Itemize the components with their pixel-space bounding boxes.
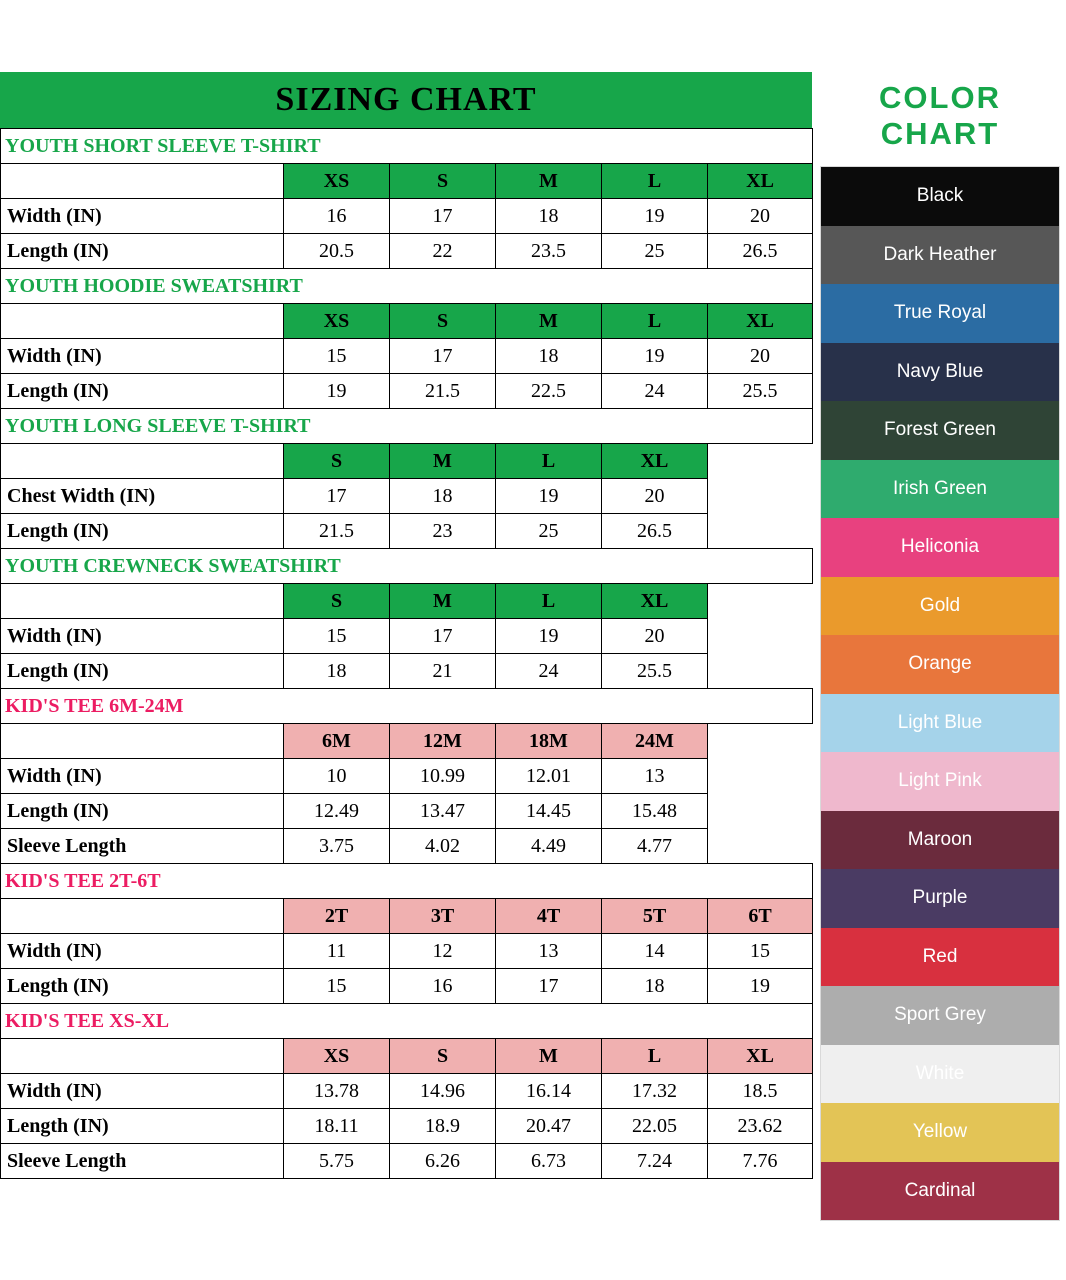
- sizing-value-cell: 22: [390, 234, 496, 269]
- sizing-value-cell: 18: [602, 969, 708, 1004]
- sizing-size-header: M: [496, 164, 602, 199]
- sizing-value-cell: 20: [708, 199, 813, 234]
- sizing-header-corner: [1, 444, 284, 479]
- table-row: [1, 339, 813, 374]
- sizing-section-title: YOUTH LONG SLEEVE T-SHIRT: [1, 409, 813, 444]
- color-swatch: Dark Heather: [821, 226, 1059, 285]
- sizing-section-title: KID'S TEE 2T-6T: [1, 864, 813, 899]
- sizing-value-cell: 7.24: [602, 1144, 708, 1179]
- sizing-value-cell: 18.11: [284, 1109, 390, 1144]
- sizing-size-header: L: [496, 584, 602, 619]
- sizing-value-cell: 12: [390, 934, 496, 969]
- color-swatch: Heliconia: [821, 518, 1059, 577]
- color-swatch: Gold: [821, 577, 1059, 636]
- sizing-size-header: XL: [602, 584, 708, 619]
- color-swatch: White: [821, 1045, 1059, 1104]
- sizing-row-label: Width (IN): [1, 619, 284, 654]
- table-row: [1, 514, 813, 549]
- sizing-size-header: S: [390, 304, 496, 339]
- sizing-spacer-cell: [708, 444, 813, 479]
- sizing-spacer-cell: [708, 759, 813, 794]
- sizing-value-cell: 21.5: [390, 374, 496, 409]
- sizing-size-header: 18M: [496, 724, 602, 759]
- sizing-value-cell: 25.5: [708, 374, 813, 409]
- sizing-value-cell: 20: [708, 339, 813, 374]
- sizing-value-cell: 17: [390, 199, 496, 234]
- sizing-section-title-row: [1, 864, 813, 899]
- sizing-value-cell: 15: [284, 619, 390, 654]
- table-row: [1, 829, 813, 864]
- sizing-value-cell: 6.26: [390, 1144, 496, 1179]
- sizing-size-header: 24M: [602, 724, 708, 759]
- sizing-row-label: Length (IN): [1, 654, 284, 689]
- table-row: [1, 654, 813, 689]
- sizing-value-cell: 15: [284, 969, 390, 1004]
- sizing-value-cell: 19: [496, 479, 602, 514]
- sizing-row-label: Length (IN): [1, 374, 284, 409]
- sizing-value-cell: 18: [390, 479, 496, 514]
- sizing-spacer-cell: [708, 619, 813, 654]
- color-swatch: Maroon: [821, 811, 1059, 870]
- color-swatch: Orange: [821, 635, 1059, 694]
- sizing-value-cell: 5.75: [284, 1144, 390, 1179]
- sizing-value-cell: 17: [390, 339, 496, 374]
- sizing-size-header: XL: [708, 1039, 813, 1074]
- sizing-section-title: YOUTH CREWNECK SWEATSHIRT: [1, 549, 813, 584]
- sizing-value-cell: 25: [602, 234, 708, 269]
- sizing-header-corner: [1, 724, 284, 759]
- color-swatch: Light Blue: [821, 694, 1059, 753]
- sizing-size-header: 4T: [496, 899, 602, 934]
- sizing-size-header: XL: [708, 304, 813, 339]
- sizing-value-cell: 22.5: [496, 374, 602, 409]
- sizing-size-header: 12M: [390, 724, 496, 759]
- sizing-value-cell: 15: [284, 339, 390, 374]
- sizing-size-header: XS: [284, 304, 390, 339]
- color-swatch: Yellow: [821, 1103, 1059, 1162]
- table-row: [1, 199, 813, 234]
- table-row: [1, 934, 813, 969]
- sizing-row-label: Sleeve Length: [1, 829, 284, 864]
- sizing-value-cell: 22.05: [602, 1109, 708, 1144]
- sizing-value-cell: 25.5: [602, 654, 708, 689]
- table-row: [1, 969, 813, 1004]
- sizing-value-cell: 12.01: [496, 759, 602, 794]
- sizing-section-title-row: [1, 1004, 813, 1039]
- sizing-section-title: YOUTH HOODIE SWEATSHIRT: [1, 269, 813, 304]
- sizing-value-cell: 13: [496, 934, 602, 969]
- color-swatch: Red: [821, 928, 1059, 987]
- sizing-section-title-row: [1, 129, 813, 164]
- sizing-value-cell: 13: [602, 759, 708, 794]
- sizing-size-header: XS: [284, 164, 390, 199]
- color-swatch: Black: [821, 167, 1059, 226]
- sizing-header-row: [1, 584, 813, 619]
- sizing-size-header: S: [284, 584, 390, 619]
- table-row: [1, 619, 813, 654]
- sizing-size-header: L: [602, 1039, 708, 1074]
- color-swatch: True Royal: [821, 284, 1059, 343]
- sizing-value-cell: 17: [496, 969, 602, 1004]
- sizing-value-cell: 19: [496, 619, 602, 654]
- sizing-row-label: Length (IN): [1, 514, 284, 549]
- sizing-size-header: 6M: [284, 724, 390, 759]
- table-row: [1, 374, 813, 409]
- table-row: [1, 1074, 813, 1109]
- sizing-row-label: Chest Width (IN): [1, 479, 284, 514]
- sizing-value-cell: 4.49: [496, 829, 602, 864]
- sizing-spacer-cell: [708, 514, 813, 549]
- color-swatch-list: [820, 166, 1060, 1221]
- sizing-spacer-cell: [708, 479, 813, 514]
- sizing-value-cell: 24: [496, 654, 602, 689]
- sizing-size-header: M: [390, 584, 496, 619]
- sizing-row-label: Width (IN): [1, 339, 284, 374]
- table-row: [1, 1109, 813, 1144]
- sizing-value-cell: 11: [284, 934, 390, 969]
- sizing-section-title: KID'S TEE XS-XL: [1, 1004, 813, 1039]
- sizing-size-header: 2T: [284, 899, 390, 934]
- sizing-value-cell: 4.77: [602, 829, 708, 864]
- sizing-section-title-row: [1, 409, 813, 444]
- sizing-value-cell: 15.48: [602, 794, 708, 829]
- sizing-size-header: L: [602, 164, 708, 199]
- sizing-value-cell: 10: [284, 759, 390, 794]
- color-swatch: Purple: [821, 869, 1059, 928]
- sizing-value-cell: 3.75: [284, 829, 390, 864]
- color-swatch: Navy Blue: [821, 343, 1059, 402]
- sizing-value-cell: 21.5: [284, 514, 390, 549]
- sizing-value-cell: 23.62: [708, 1109, 813, 1144]
- color-swatch: Cardinal: [821, 1162, 1059, 1221]
- sizing-row-label: Length (IN): [1, 234, 284, 269]
- sizing-spacer-cell: [708, 829, 813, 864]
- sizing-value-cell: 10.99: [390, 759, 496, 794]
- color-swatch: Sport Grey: [821, 986, 1059, 1045]
- sizing-value-cell: 4.02: [390, 829, 496, 864]
- sizing-value-cell: 14: [602, 934, 708, 969]
- sizing-value-cell: 17.32: [602, 1074, 708, 1109]
- sizing-value-cell: 17: [284, 479, 390, 514]
- sizing-value-cell: 23: [390, 514, 496, 549]
- sizing-value-cell: 20: [602, 619, 708, 654]
- sizing-value-cell: 16: [390, 969, 496, 1004]
- sizing-header-row: [1, 444, 813, 479]
- sizing-size-header: M: [496, 1039, 602, 1074]
- sizing-spacer-cell: [708, 794, 813, 829]
- sizing-header-row: [1, 1039, 813, 1074]
- sizing-value-cell: 7.76: [708, 1144, 813, 1179]
- sizing-value-cell: 16: [284, 199, 390, 234]
- color-chart-panel: [820, 80, 1060, 1221]
- sizing-size-header: S: [390, 1039, 496, 1074]
- sizing-header-corner: [1, 304, 284, 339]
- sizing-size-header: L: [496, 444, 602, 479]
- sizing-value-cell: 17: [390, 619, 496, 654]
- sizing-value-cell: 18.5: [708, 1074, 813, 1109]
- sizing-header-corner: [1, 1039, 284, 1074]
- sizing-value-cell: 18: [284, 654, 390, 689]
- table-row: [1, 1144, 813, 1179]
- sizing-value-cell: 16.14: [496, 1074, 602, 1109]
- sizing-size-header: M: [390, 444, 496, 479]
- sizing-chart-panel: [0, 72, 812, 1179]
- sizing-value-cell: 18.9: [390, 1109, 496, 1144]
- sizing-value-cell: 24: [602, 374, 708, 409]
- color-swatch: Forest Green: [821, 401, 1059, 460]
- sizing-size-header: L: [602, 304, 708, 339]
- sizing-spacer-cell: [708, 584, 813, 619]
- sizing-header-corner: [1, 164, 284, 199]
- color-swatch: Irish Green: [821, 460, 1059, 519]
- sizing-size-header: XS: [284, 1039, 390, 1074]
- sizing-value-cell: 19: [602, 339, 708, 374]
- sizing-row-label: Width (IN): [1, 934, 284, 969]
- sizing-header-row: [1, 724, 813, 759]
- sizing-size-header: XL: [602, 444, 708, 479]
- sizing-size-header: 6T: [708, 899, 813, 934]
- sizing-value-cell: 12.49: [284, 794, 390, 829]
- sizing-size-header: 3T: [390, 899, 496, 934]
- table-row: [1, 759, 813, 794]
- sizing-header-row: [1, 164, 813, 199]
- sizing-size-header: S: [390, 164, 496, 199]
- sizing-value-cell: 15: [708, 934, 813, 969]
- sizing-value-cell: 20.47: [496, 1109, 602, 1144]
- sizing-section-title-row: [1, 689, 813, 724]
- color-swatch: Light Pink: [821, 752, 1059, 811]
- sizing-value-cell: 25: [496, 514, 602, 549]
- sizing-spacer-cell: [708, 724, 813, 759]
- sizing-section-title: YOUTH SHORT SLEEVE T-SHIRT: [1, 129, 813, 164]
- sizing-value-cell: 26.5: [708, 234, 813, 269]
- sizing-row-label: Length (IN): [1, 794, 284, 829]
- sizing-size-header: M: [496, 304, 602, 339]
- sizing-value-cell: 18: [496, 199, 602, 234]
- sizing-value-cell: 13.78: [284, 1074, 390, 1109]
- sizing-value-cell: 6.73: [496, 1144, 602, 1179]
- sizing-row-label: Length (IN): [1, 969, 284, 1004]
- sizing-value-cell: 21: [390, 654, 496, 689]
- sizing-section-title: KID'S TEE 6M-24M: [1, 689, 813, 724]
- sizing-header-row: [1, 899, 813, 934]
- sizing-value-cell: 20: [602, 479, 708, 514]
- sizing-row-label: Width (IN): [1, 199, 284, 234]
- sizing-value-cell: 14.45: [496, 794, 602, 829]
- sizing-value-cell: 14.96: [390, 1074, 496, 1109]
- sizing-header-corner: [1, 899, 284, 934]
- color-chart-title: COLOR CHART: [879, 80, 1001, 151]
- sizing-row-label: Width (IN): [1, 759, 284, 794]
- sizing-value-cell: 19: [602, 199, 708, 234]
- sizing-row-label: Sleeve Length: [1, 1144, 284, 1179]
- sizing-row-label: Length (IN): [1, 1109, 284, 1144]
- sizing-size-header: S: [284, 444, 390, 479]
- sizing-spacer-cell: [708, 654, 813, 689]
- sizing-chart-title: SIZING CHART: [0, 72, 812, 128]
- sizing-header-row: [1, 304, 813, 339]
- sizing-section-title-row: [1, 549, 813, 584]
- sizing-value-cell: 19: [284, 374, 390, 409]
- sizing-value-cell: 19: [708, 969, 813, 1004]
- sizing-header-corner: [1, 584, 284, 619]
- sizing-section-title-row: [1, 269, 813, 304]
- sizing-value-cell: 23.5: [496, 234, 602, 269]
- sizing-row-label: Width (IN): [1, 1074, 284, 1109]
- table-row: [1, 479, 813, 514]
- sizing-value-cell: 13.47: [390, 794, 496, 829]
- sizing-value-cell: 20.5: [284, 234, 390, 269]
- table-row: [1, 234, 813, 269]
- sizing-value-cell: 18: [496, 339, 602, 374]
- sizing-value-cell: 26.5: [602, 514, 708, 549]
- sizing-size-header: 5T: [602, 899, 708, 934]
- sizing-chart-table: [0, 128, 813, 1179]
- sizing-size-header: XL: [708, 164, 813, 199]
- table-row: [1, 794, 813, 829]
